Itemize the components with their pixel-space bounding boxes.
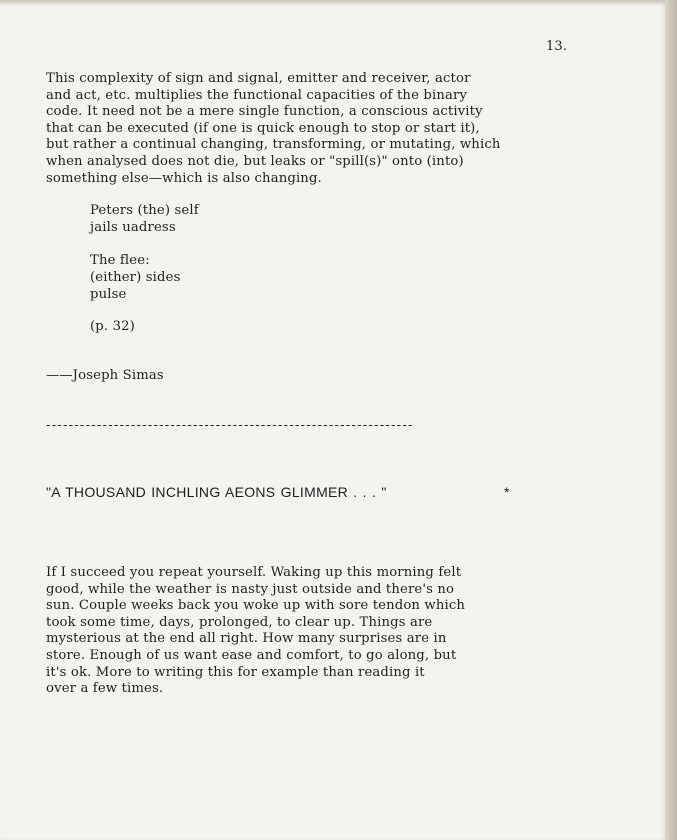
page-edge <box>665 0 677 840</box>
poem-citation: (p. 32) <box>90 319 135 334</box>
author-signature: ——Joseph Simas <box>46 368 164 383</box>
page-top-shadow <box>0 0 677 6</box>
section-divider: ----------------------------------------------------------------- <box>46 418 414 433</box>
passage-paragraph-1: This complexity of sign and signal, emitter and receiver, actor and act, etc. multiplies the functional capacities of the binary code. It need not be a mere single function, a conscious activity that can be executed (if one is quick enough to stop or start it), but rather a continual changing, transforming, or mutating, which when analysed does not die, but leaks or "spill(s)" onto (into) something else—which is also changing. <box>46 71 501 186</box>
poem-line-3: The flee: <box>90 253 150 268</box>
poem-line-2: jails uadress <box>90 220 176 235</box>
section-title: "A THOUSAND INCHLING AEONS GLIMMER . . . " <box>46 484 387 500</box>
poem-line-4: (either) sides <box>90 270 181 285</box>
passage-paragraph-2: If I succeed you repeat yourself. Waking up this morning felt good, while the weather is nasty just outside and there's no sun. Couple weeks back you woke up with sore tendon which took some time, days, prolonged, to clear up. Things are mysterious at the end all right. How many surprises are in store. Enough of us want ease and comfort, to go along, but it's ok. More to writing this for example than reading it over a few times. <box>46 565 466 697</box>
poem-line-1: Peters (the) self <box>90 203 199 218</box>
poem-line-5: pulse <box>90 287 127 302</box>
footnote-asterisk: * <box>504 484 510 500</box>
page-number: 13. <box>546 39 568 54</box>
